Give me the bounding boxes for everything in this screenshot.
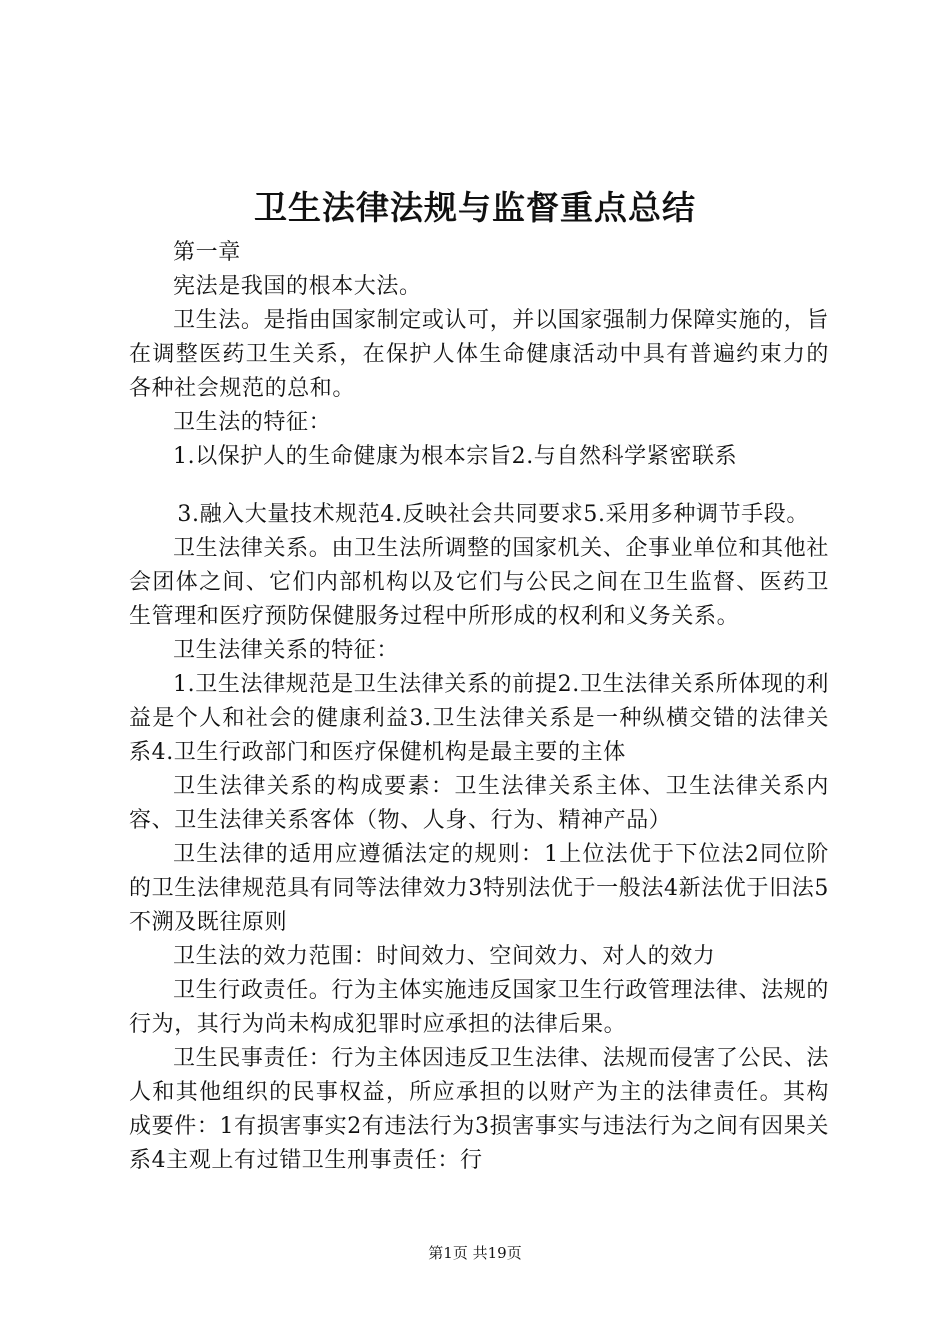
paragraph: 卫生法的效力范围：时间效力、空间效力、对人的效力 bbox=[173, 944, 716, 969]
paragraph: 卫生法律关系的特征： bbox=[173, 638, 400, 663]
paragraph: 1.卫生法律规范是卫生法律关系的前提2.卫生法律关系所体现的利益是个人和社会的健康利益3.卫生法律关系是一种纵横交错的法律关系4.卫生行政部门和医疗保健机构是最主要的主体 bbox=[129, 672, 829, 765]
paragraph: 宪法是我国的根本大法。 bbox=[173, 274, 422, 299]
paragraph: 卫生行政责任。行为主体实施违反国家卫生行政管理法律、法规的行为，其行为尚未构成犯罪时应承担的法律后果。 bbox=[129, 978, 829, 1037]
paragraph: 卫生法。是指由国家制定或认可，并以国家强制力保障实施的，旨在调整医药卫生关系，在保护人体生命健康活动中具有普遍约束力的各种社会规范的总和。 bbox=[129, 308, 829, 401]
paragraph-chapter: 第一章 bbox=[173, 240, 241, 265]
page-number: 第1页 共19页 bbox=[428, 1244, 522, 1262]
paragraph: 3.融入大量技术规范4.反映社会共同要求5.采用多种调节手段。 bbox=[177, 502, 809, 527]
paragraph: 卫生法律关系。由卫生法所调整的国家机关、企事业单位和其他社会团体之间、它们内部机构以及它们与公民之间在卫生监督、医药卫生管理和医疗预防保健服务过程中所形成的权利和义务关系。 bbox=[129, 536, 829, 629]
document-body bbox=[129, 236, 829, 1178]
paragraph: 卫生法律的适用应遵循法定的规则：1上位法优于下位法2同位阶的卫生法律规范具有同等法律效力3特别法优于一般法4新法优于旧法5不溯及既往原则 bbox=[129, 842, 829, 935]
paragraph: 卫生法的特征： bbox=[173, 410, 332, 435]
document-title: 卫生法律法规与监督重点总结 bbox=[254, 188, 696, 227]
paragraph: 卫生法律关系的构成要素：卫生法律关系主体、卫生法律关系内容、卫生法律关系客体（物、人身、行为、精神产品） bbox=[129, 774, 829, 833]
paragraph: 1.以保护人的生命健康为根本宗旨2.与自然科学紧密联系 bbox=[173, 444, 738, 469]
paragraph: 卫生民事责任：行为主体因违反卫生法律、法规而侵害了公民、法人和其他组织的民事权益，所应承担的以财产为主的法律责任。其构成要件：1有损害事实2有违法行为3损害事实与违法行为之间有因果关系4主观上有过错卫生刑事责任：行 bbox=[129, 1046, 829, 1173]
